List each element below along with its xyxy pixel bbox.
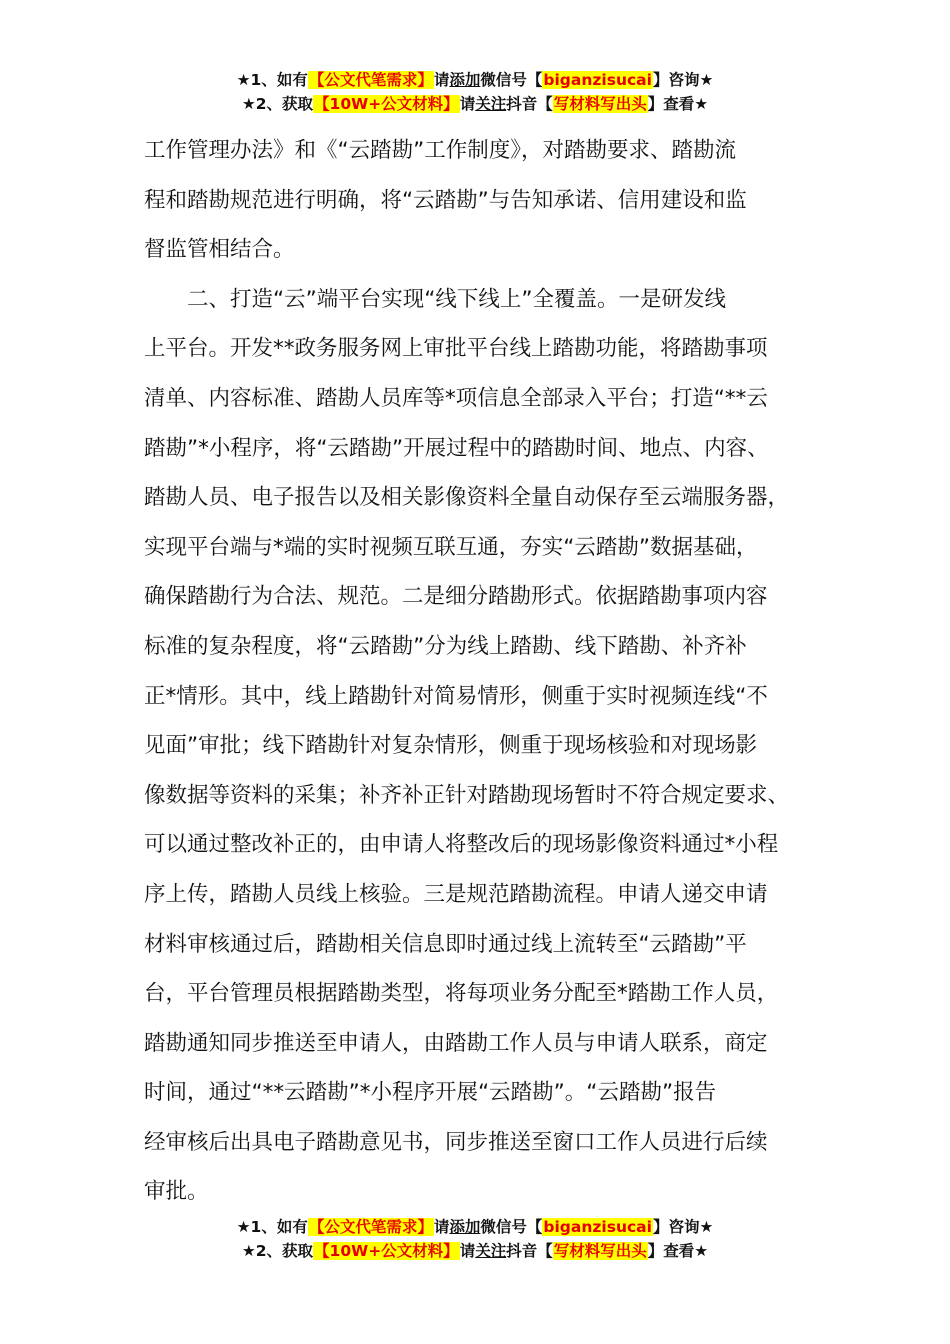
body-line: 上平台。开发**政务服务网上审批平台线上踏勘功能，将踏勘事项 — [144, 336, 768, 362]
body-line: 像数据等资料的采集；补齐补正针对踏勘现场暂时不符合规定要求、 — [144, 782, 790, 808]
body-line: 审批。 — [144, 1179, 209, 1205]
ghostwriting-tag: 【公文代笔需求】 — [308, 71, 433, 89]
banner-line-1: ★1、如有【公文代笔需求】请添加微信号【biganzisucai】咨询★ — [236, 1218, 714, 1236]
banner-line-2: ★2、获取【10W+公文材料】请关注抖音【写材料写出头】查看★ — [241, 1242, 709, 1260]
body-line: 标准的复杂程度，将“云踏勘”分为线上踏勘、线下踏勘、补齐补 — [144, 633, 747, 659]
document-body — [144, 126, 834, 1217]
ghostwriting-tag: 【公文代笔需求】 — [308, 1218, 433, 1236]
douyin-account: 写材料写出头 — [553, 1242, 647, 1260]
body-line: 踏勘通知同步推送至申请人，由踏勘工作人员与申请人联系，商定 — [144, 1030, 768, 1056]
body-line: 程和踏勘规范进行明确，将“云踏勘”与告知承诺、信用建设和监 — [144, 187, 747, 213]
body-line: 工作管理办法》和《“云踏勘”工作制度》，对踏勘要求、踏勘流 — [144, 138, 737, 163]
body-line: 二、打造“云”端平台实现“线下线上”全覆盖。一是研发线 — [144, 286, 727, 312]
body-line: 踏勘人员、电子报告以及相关影像资料全量自动保存至云端服务器， — [144, 485, 790, 511]
body-line: 督监管相结合。 — [144, 237, 295, 263]
body-line: 见面”审批；线下踏勘针对复杂情形，侧重于现场核验和对现场影 — [144, 733, 758, 759]
body-line: 经审核后出具电子踏勘意见书，同步推送至窗口工作人员进行后续 — [144, 1129, 768, 1155]
header-banner — [0, 68, 950, 116]
wechat-id: biganzisucai — [543, 1218, 652, 1236]
materials-tag: 【10W+公文材料】 — [314, 95, 459, 113]
body-line: 实现平台端与*端的实时视频互联互通，夯实“云踏勘”数据基础， — [144, 534, 758, 560]
wechat-id: biganzisucai — [543, 71, 652, 89]
body-line: 序上传，踏勘人员线上核验。三是规范踏勘流程。申请人递交申请 — [144, 881, 768, 907]
body-line: 确保踏勘行为合法、规范。二是细分踏勘形式。依据踏勘事项内容 — [144, 584, 768, 610]
footer-banner — [0, 1215, 950, 1263]
materials-tag: 【10W+公文材料】 — [314, 1242, 459, 1260]
body-line: 时间，通过“**云踏勘”*小程序开展“云踏勘”。“云踏勘”报告 — [144, 1080, 717, 1106]
body-line: 清单、内容标准、踏勘人员库等*项信息全部录入平台；打造“**云 — [144, 385, 768, 411]
body-line: 踏勘”*小程序，将“云踏勘”开展过程中的踏勘时间、地点、内容、 — [144, 435, 769, 461]
douyin-account: 写材料写出头 — [553, 95, 647, 113]
body-line: 台，平台管理员根据踏勘类型，将每项业务分配至*踏勘工作人员， — [144, 981, 779, 1007]
banner-line-1: ★1、如有【公文代笔需求】请添加微信号【biganzisucai】咨询★ — [236, 71, 714, 89]
body-line: 可以通过整改补正的，由申请人将整改后的现场影像资料通过*小程 — [144, 832, 779, 858]
body-line: 材料审核通过后，踏勘相关信息即时通过线上流转至“云踏勘”平 — [144, 931, 747, 957]
banner-line-2: ★2、获取【10W+公文材料】请关注抖音【写材料写出头】查看★ — [241, 95, 709, 113]
body-line: 正*情形。其中，线上踏勘针对简易情形，侧重于实时视频连线“不 — [144, 683, 768, 709]
